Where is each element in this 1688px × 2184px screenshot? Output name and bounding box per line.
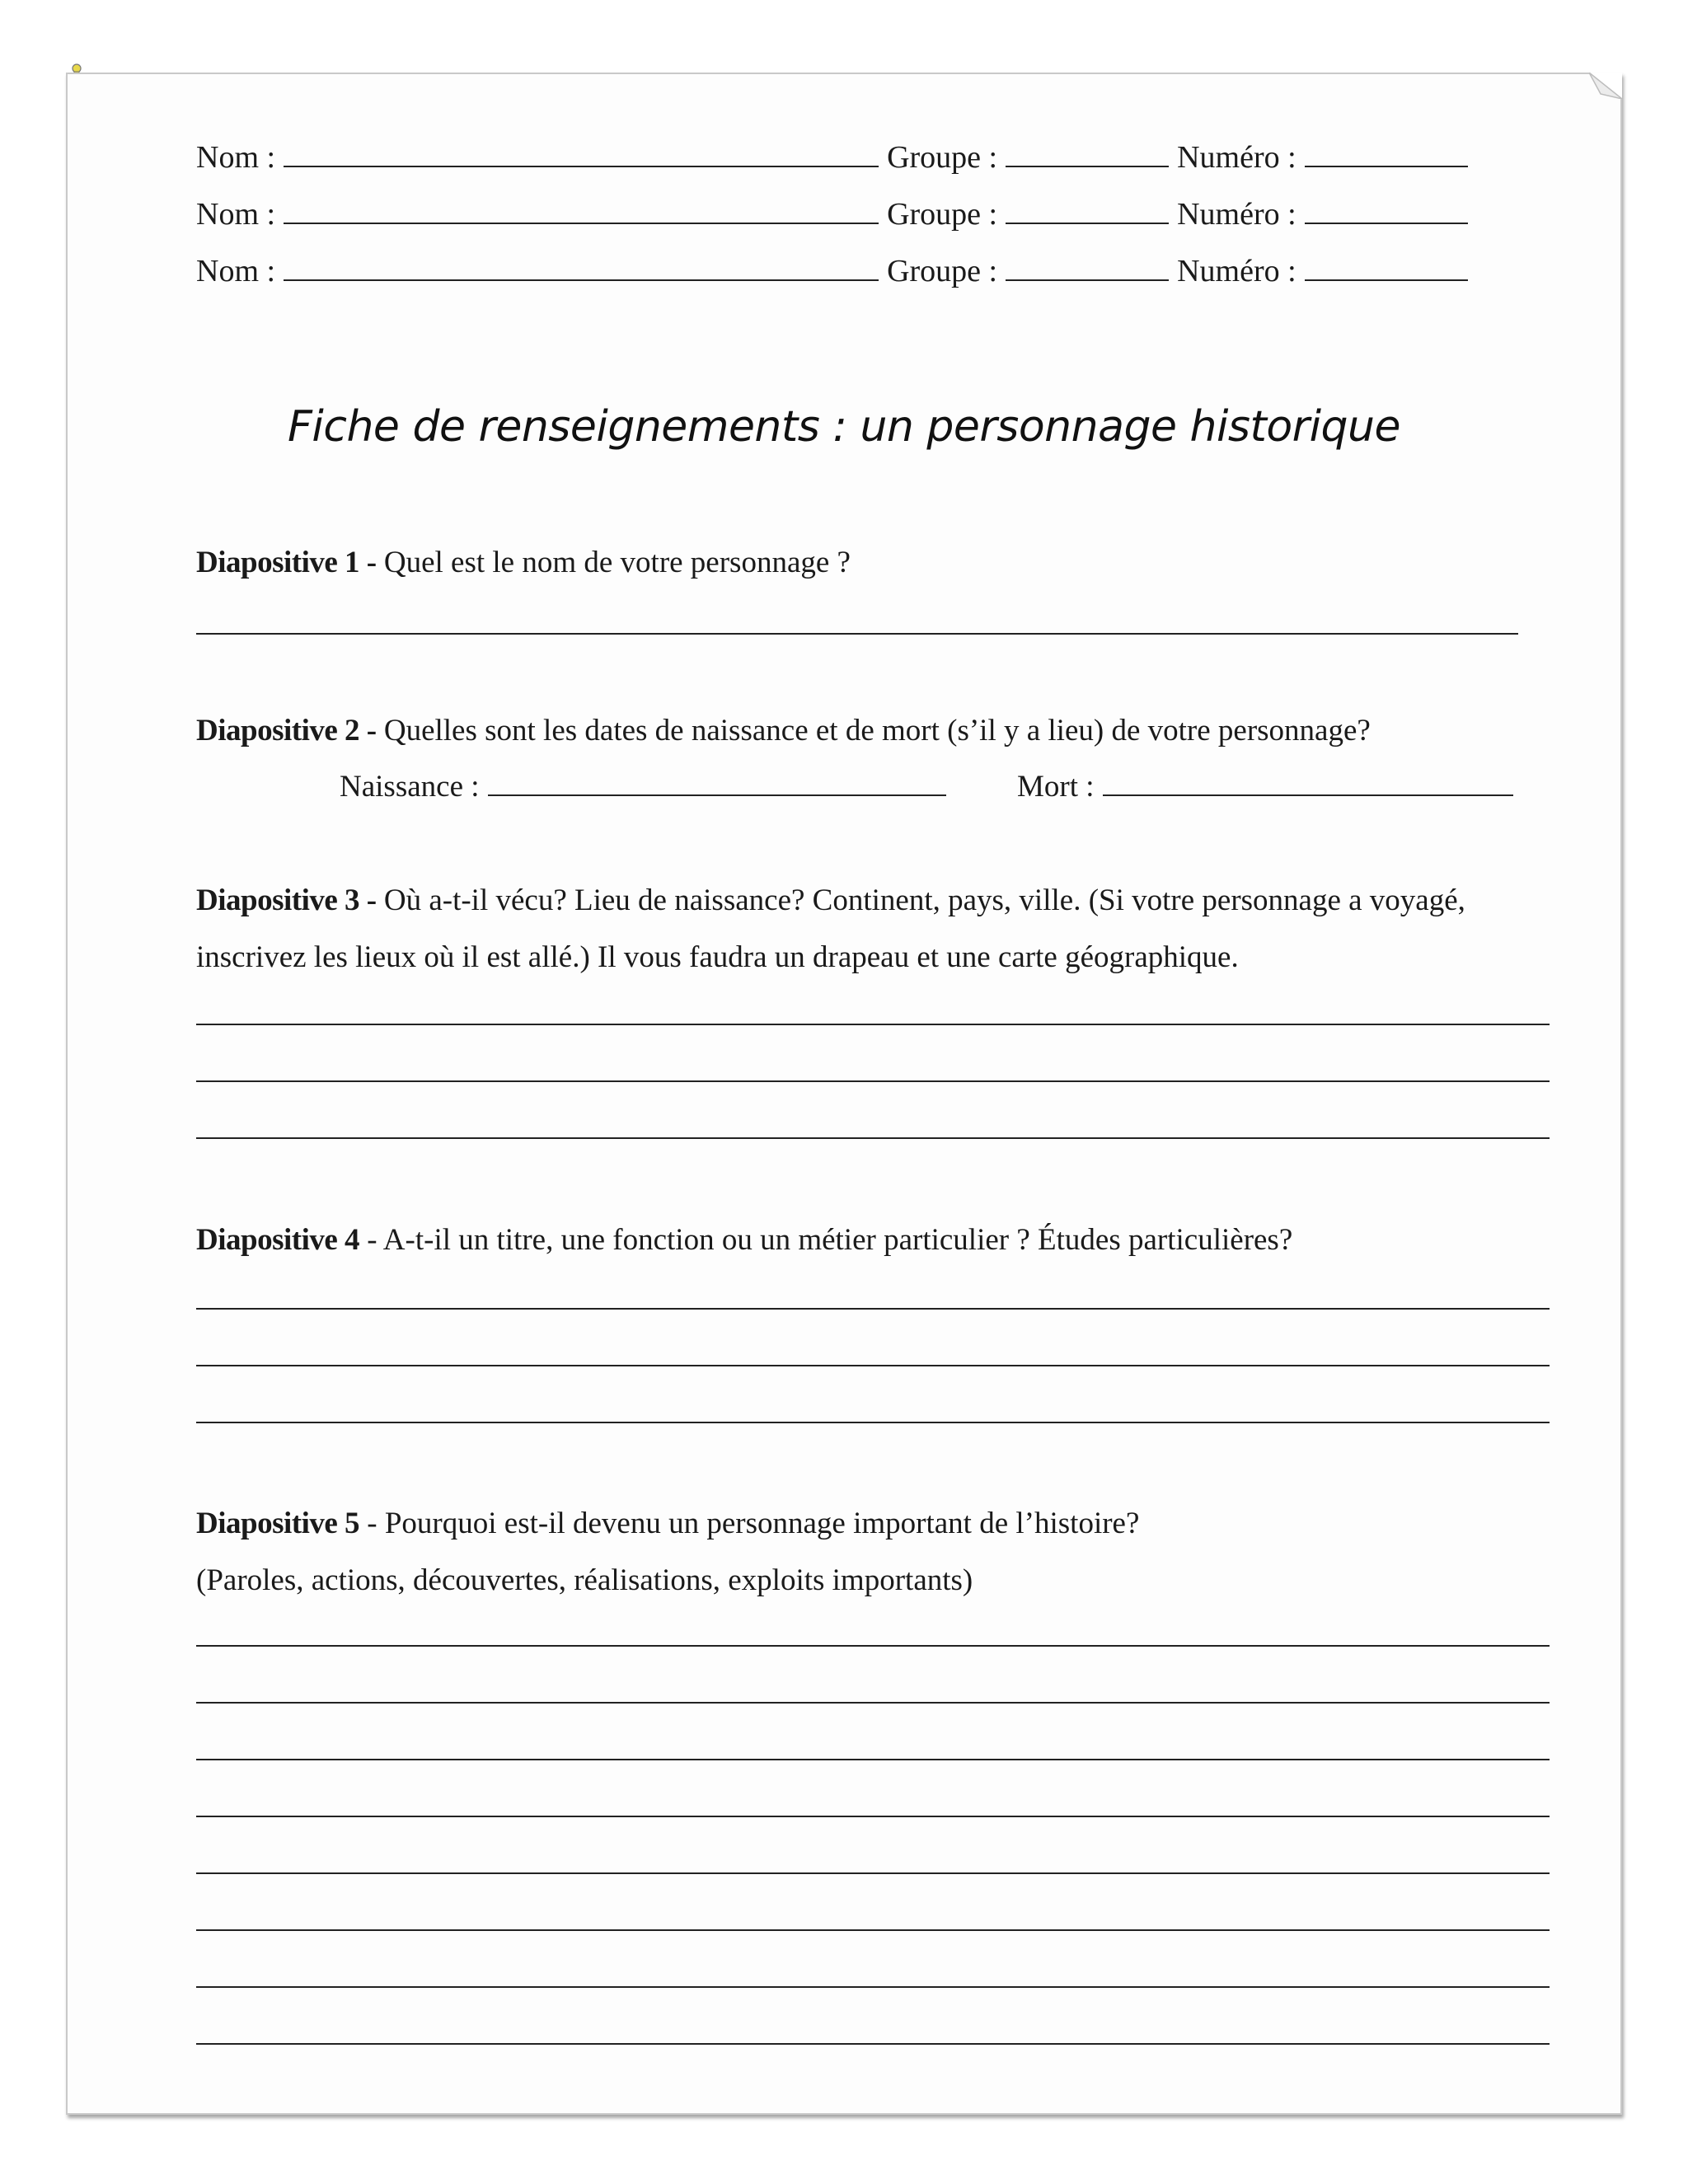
question-text: - A-t-il un titre, une fonction ou un métier particulier ? Études particulières? [359,1223,1293,1257]
birth-row [340,768,954,806]
numero-field[interactable] [1305,199,1468,224]
answer-line[interactable] [196,1702,1550,1704]
answer-line[interactable] [196,1365,1550,1366]
question-3 [196,882,1465,920]
answer-line[interactable] [196,1024,1550,1025]
numero-label: Numéro : [1177,197,1296,232]
question-2 [196,712,1371,750]
nom-field[interactable] [284,256,879,281]
question-5-continued [196,1562,973,1600]
question-4 [196,1221,1292,1259]
nom-field[interactable] [284,143,879,167]
answer-line[interactable] [196,1422,1550,1423]
answer-line[interactable] [196,1872,1550,1874]
header-row-3 [196,252,1476,290]
death-field[interactable] [1103,771,1513,796]
groupe-field[interactable] [1006,256,1169,281]
question-text: (Paroles, actions, découvertes, réalisations, exploits importants) [196,1563,973,1597]
question-text: - Pourquoi est-il devenu un personnage important de l’histoire? [359,1507,1140,1540]
groupe-field[interactable] [1006,143,1169,167]
document-page [66,73,1622,2115]
question-label: Diapositive 5 [196,1507,360,1540]
answer-line[interactable] [196,1929,1550,1931]
question-label: Diapositive 3 - [196,883,377,917]
numero-label: Numéro : [1177,254,1296,288]
death-label: Mort : [1017,770,1095,804]
answer-line[interactable] [196,633,1518,635]
nom-label: Nom : [196,197,276,232]
question-label: Diapositive 1 - [196,546,377,579]
answer-line[interactable] [196,1137,1550,1139]
question-1 [196,544,851,582]
question-text: Quelles sont les dates de naissance et de mort (s’il y a lieu) de votre personnage? [376,714,1371,748]
answer-line[interactable] [196,2043,1550,2045]
question-label: Diapositive 4 [196,1223,360,1257]
groupe-label: Groupe : [887,140,998,175]
question-text: Quel est le nom de votre personnage ? [376,546,851,579]
groupe-field[interactable] [1006,199,1169,224]
answer-line[interactable] [196,1308,1550,1310]
header-row-1 [196,138,1476,176]
answer-line[interactable] [196,1080,1550,1082]
header-row-2 [196,195,1476,233]
answer-line[interactable] [196,1816,1550,1817]
answer-line[interactable] [196,1986,1550,1988]
nom-label: Nom : [196,254,276,288]
answer-line[interactable] [196,1645,1550,1647]
question-label: Diapositive 2 - [196,714,377,748]
numero-label: Numéro : [1177,140,1296,175]
question-text: Où a-t-il vécu? Lieu de naissance? Continent, pays, ville. (Si votre personnage a voyagé, [376,883,1465,917]
birth-field[interactable] [488,771,946,796]
page-fold-icon [1589,73,1622,99]
groupe-label: Groupe : [887,197,998,232]
numero-field[interactable] [1305,256,1468,281]
nom-field[interactable] [284,199,879,224]
page-title: Fiche de renseignements : un personnage historique [288,402,1400,452]
question-3-continued [196,939,1239,977]
answer-line[interactable] [196,1759,1550,1760]
birth-label: Naissance : [340,770,480,804]
question-5 [196,1505,1139,1543]
question-text: inscrivez les lieux où il est allé.) Il vous faudra un drapeau et une carte géographique. [196,940,1239,974]
nom-label: Nom : [196,140,276,175]
death-row [1017,768,1522,806]
groupe-label: Groupe : [887,254,998,288]
numero-field[interactable] [1305,143,1468,167]
